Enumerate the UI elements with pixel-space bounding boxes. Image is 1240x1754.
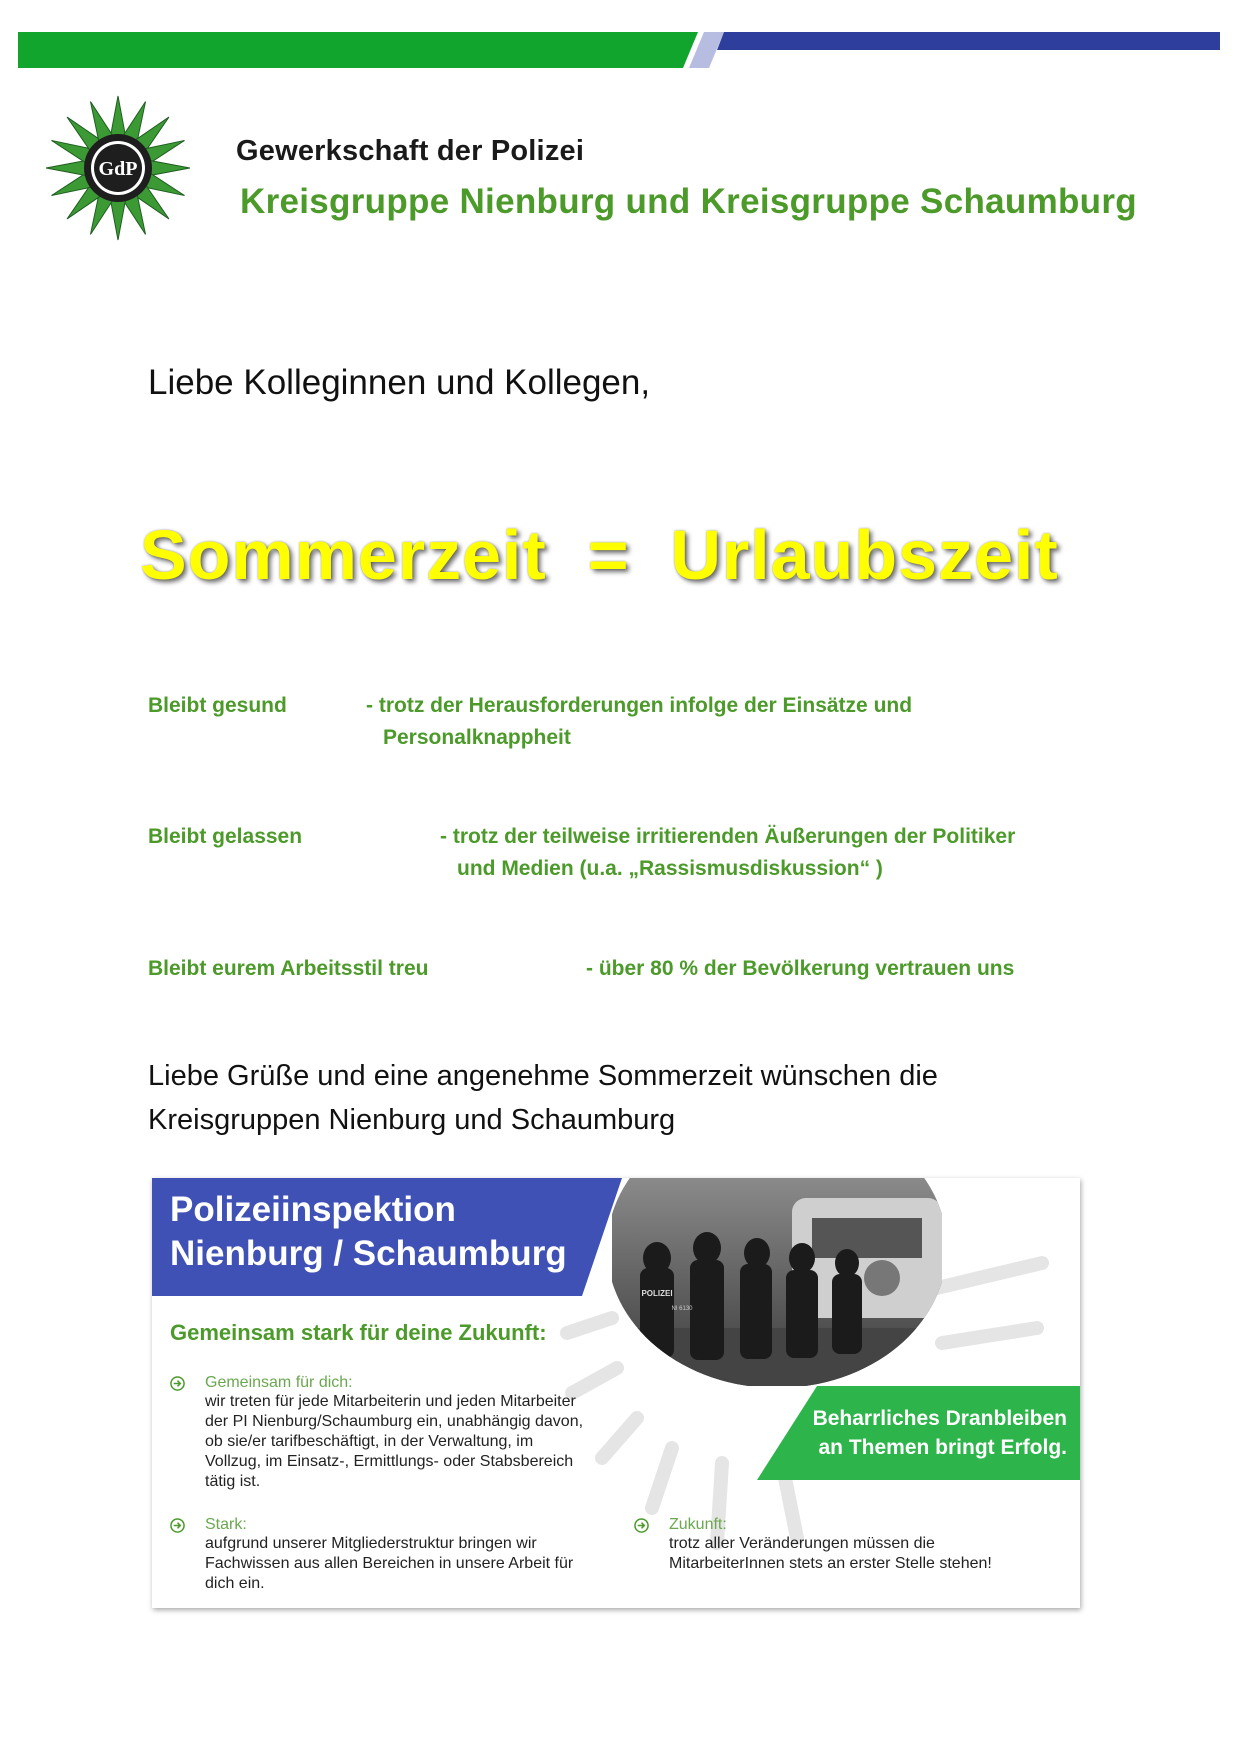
gdp-star-logo bbox=[44, 94, 192, 242]
arrow-circle-icon bbox=[170, 1518, 185, 1533]
row-label-arbeitsstil: Bleibt eurem Arbeitsstil treu bbox=[148, 957, 429, 980]
row-text-line1: - trotz der Herausforderungen infolge der Einsätze und bbox=[366, 694, 913, 717]
flyer-image bbox=[152, 1178, 1080, 1608]
greeting: Liebe Kolleginnen und Kollegen, bbox=[148, 363, 651, 402]
bullet-text-zukunft: trotz aller Veränderungen müssen die MitarbeiterInnen stets an erster Stelle stehen! bbox=[669, 1535, 992, 1572]
bullet-title-stark: Stark: bbox=[205, 1516, 247, 1533]
row-text-line1: - trotz der teilweise irritierenden Äußerungen der Politiker bbox=[440, 825, 1016, 848]
photo-label: POLIZEI bbox=[641, 1289, 673, 1298]
row-text-line2: und Medien (u.a. „Rassismusdiskussion“ ) bbox=[457, 857, 883, 880]
closing-line1: Liebe Grüße und eine angenehme Sommerzeit wünschen die bbox=[148, 1060, 938, 1092]
top-color-bar bbox=[18, 28, 1220, 72]
flyer-title bbox=[170, 1188, 567, 1276]
org-name: Gewerkschaft der Polizei bbox=[236, 135, 585, 167]
arrow-circle-icon bbox=[634, 1518, 649, 1533]
flyer-photo-officers bbox=[612, 1178, 942, 1386]
green-box-line2: an Themen bringt Erfolg. bbox=[818, 1436, 1067, 1459]
bullet-title-zukunft: Zukunft: bbox=[669, 1516, 727, 1533]
bullet-text-gemeinsam: wir treten für jede Mitarbeiterin und jeden Mitarbeiter der PI Nienburg/Schaumburg ein, unabhängig davon, ob sie/er tarifbeschäftigt, in der Verwaltung, im Vollzug, im Einsatz-, Ermittlungs- oder Stabsbereich tätig ist. bbox=[205, 1393, 584, 1490]
row-text-gelassen bbox=[440, 821, 1140, 885]
row-text-line2: Personalknappheit bbox=[383, 726, 571, 749]
flyer-tagline: Gemeinsam stark für deine Zukunft: bbox=[170, 1320, 547, 1345]
logo-text: GdP bbox=[98, 158, 138, 180]
row-label-gesund: Bleibt gesund bbox=[148, 694, 287, 717]
org-subtitle: Kreisgruppe Nienburg und Kreisgruppe Schaumburg bbox=[240, 182, 1137, 221]
headline: Sommerzeit = Urlaubszeit bbox=[140, 516, 1059, 594]
photo-plate: NI 6130 bbox=[671, 1306, 693, 1312]
closing-line2: Kreisgruppen Nienburg und Schaumburg bbox=[148, 1104, 676, 1136]
green-box-text bbox=[777, 1404, 1067, 1462]
arrow-circle-icon bbox=[170, 1376, 185, 1391]
row-text-arbeitsstil: - über 80 % der Bevölkerung vertrauen uns bbox=[586, 957, 1015, 980]
row-label-gelassen: Bleibt gelassen bbox=[148, 825, 303, 848]
row-text-gesund bbox=[366, 690, 1006, 754]
flyer-title-line1: Polizeiinspektion bbox=[170, 1190, 456, 1229]
flyer-title-line2: Nienburg / Schaumburg bbox=[170, 1234, 567, 1273]
bullet-text-stark: aufgrund unserer Mitgliederstruktur bringen wir Fachwissen aus allen Bereichen in unsere Arbeit für dich ein. bbox=[205, 1535, 574, 1592]
bullet-title-gemeinsam: Gemeinsam für dich: bbox=[205, 1374, 353, 1391]
closing-text bbox=[148, 1054, 1128, 1142]
green-box-line1: Beharrliches Dranbleiben bbox=[812, 1407, 1067, 1430]
